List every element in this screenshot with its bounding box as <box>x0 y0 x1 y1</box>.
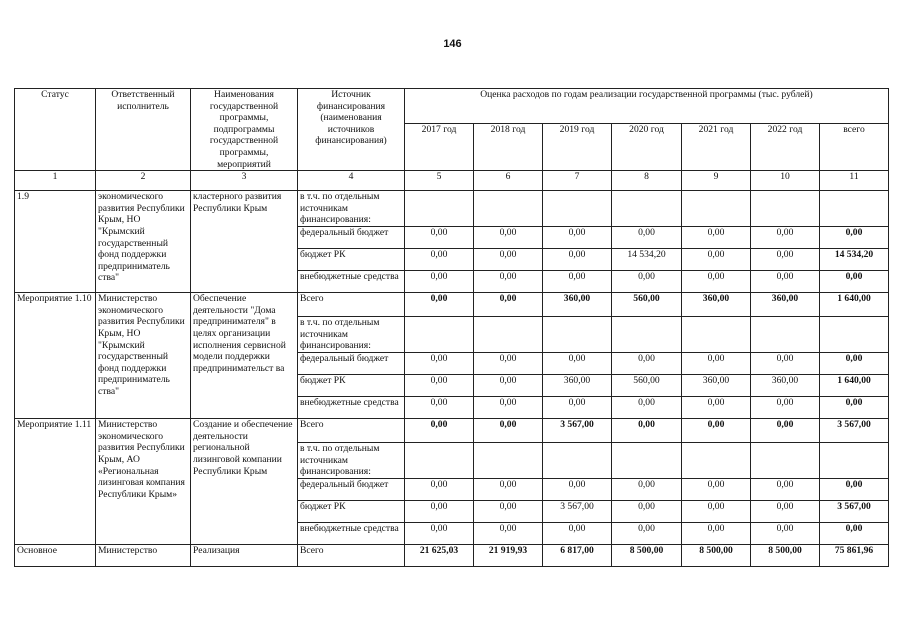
year-value-cell: 0,00 <box>405 353 474 375</box>
year-value-cell <box>474 191 543 227</box>
col-number: 7 <box>543 171 612 191</box>
group-executor: Министерство экономического развития Республики Крым, АО «Региональная лизинговая компания Республики Крым» <box>96 419 191 545</box>
year-value-cell: 0,00 <box>682 479 751 501</box>
total-cell: 3 567,00 <box>820 419 889 443</box>
year-value-cell: 560,00 <box>612 375 682 397</box>
header-year: 2019 год <box>543 124 612 171</box>
col-number: 10 <box>751 171 820 191</box>
year-value-cell: 0,00 <box>751 479 820 501</box>
header-year: 2022 год <box>751 124 820 171</box>
year-value-cell: 360,00 <box>543 375 612 397</box>
group-status: Основное <box>15 545 96 567</box>
total-cell: 0,00 <box>820 271 889 293</box>
year-value-cell: 0,00 <box>682 271 751 293</box>
group-program-name: Реализация <box>191 545 298 567</box>
year-value-cell: 0,00 <box>474 375 543 397</box>
year-value-cell: 0,00 <box>474 227 543 249</box>
header-year: 2018 год <box>474 124 543 171</box>
year-value-cell: 0,00 <box>543 227 612 249</box>
group-program-name: Обеспечение деятельности "Дома предпринимателя" в целях организации исполнения сервисной модели поддержки предпринимательст ва <box>191 293 298 419</box>
source-cell: бюджет РК <box>298 375 405 397</box>
year-value-cell: 0,00 <box>474 271 543 293</box>
header-executor: Ответственный исполнитель <box>96 89 191 171</box>
col-number: 11 <box>820 171 889 191</box>
budget-table <box>14 88 889 567</box>
year-value-cell <box>474 317 543 353</box>
year-value-cell <box>612 443 682 479</box>
year-value-cell: 0,00 <box>405 419 474 443</box>
year-value-cell: 0,00 <box>474 419 543 443</box>
col-number: 8 <box>612 171 682 191</box>
column-numbers-row <box>15 171 889 191</box>
year-value-cell: 0,00 <box>405 479 474 501</box>
year-value-cell: 0,00 <box>682 523 751 545</box>
source-cell: в т.ч. по отдельным источникам финансирования: <box>298 317 405 353</box>
source-cell: бюджет РК <box>298 501 405 523</box>
year-value-cell: 0,00 <box>751 271 820 293</box>
year-value-cell: 0,00 <box>405 293 474 317</box>
header-year-total: всего <box>820 124 889 171</box>
year-value-cell: 0,00 <box>474 293 543 317</box>
year-value-cell: 0,00 <box>751 353 820 375</box>
source-cell: бюджет РК <box>298 249 405 271</box>
table-row <box>15 419 889 443</box>
year-value-cell: 0,00 <box>474 479 543 501</box>
year-value-cell: 21 919,93 <box>474 545 543 567</box>
total-cell: 14 534,20 <box>820 249 889 271</box>
year-value-cell <box>543 443 612 479</box>
year-value-cell: 0,00 <box>682 419 751 443</box>
year-value-cell <box>543 317 612 353</box>
year-value-cell: 0,00 <box>543 353 612 375</box>
year-value-cell: 0,00 <box>543 249 612 271</box>
year-value-cell: 3 567,00 <box>543 501 612 523</box>
header-row-top <box>15 89 889 124</box>
total-cell <box>820 443 889 479</box>
group-executor: Министерство <box>96 545 191 567</box>
year-value-cell <box>751 317 820 353</box>
year-value-cell: 360,00 <box>682 375 751 397</box>
year-value-cell: 0,00 <box>682 249 751 271</box>
year-value-cell: 0,00 <box>405 397 474 419</box>
col-number: 1 <box>15 171 96 191</box>
group-status: Мероприятие 1.11 <box>15 419 96 545</box>
year-value-cell: 0,00 <box>405 523 474 545</box>
table-row <box>15 545 889 567</box>
year-value-cell: 0,00 <box>612 479 682 501</box>
year-value-cell: 0,00 <box>612 397 682 419</box>
total-cell: 0,00 <box>820 353 889 375</box>
year-value-cell <box>543 191 612 227</box>
total-cell <box>820 191 889 227</box>
table-row <box>15 293 889 317</box>
group-status: 1.9 <box>15 191 96 293</box>
year-value-cell: 0,00 <box>474 353 543 375</box>
year-value-cell: 360,00 <box>543 293 612 317</box>
year-value-cell: 0,00 <box>543 479 612 501</box>
source-cell: в т.ч. по отдельным источникам финансирования: <box>298 191 405 227</box>
total-cell: 0,00 <box>820 479 889 501</box>
year-value-cell: 360,00 <box>751 375 820 397</box>
year-value-cell: 560,00 <box>612 293 682 317</box>
year-value-cell <box>612 317 682 353</box>
col-number: 2 <box>96 171 191 191</box>
year-value-cell: 0,00 <box>751 523 820 545</box>
year-value-cell: 0,00 <box>612 227 682 249</box>
total-cell: 0,00 <box>820 397 889 419</box>
source-cell: Всего <box>298 545 405 567</box>
year-value-cell: 0,00 <box>543 523 612 545</box>
header-year: 2020 год <box>612 124 682 171</box>
year-value-cell: 0,00 <box>682 227 751 249</box>
year-value-cell <box>751 443 820 479</box>
year-value-cell: 6 817,00 <box>543 545 612 567</box>
year-value-cell: 0,00 <box>751 397 820 419</box>
total-cell: 75 861,96 <box>820 545 889 567</box>
year-value-cell: 0,00 <box>612 523 682 545</box>
source-cell: внебюджетные средства <box>298 397 405 419</box>
col-number: 9 <box>682 171 751 191</box>
group-executor: Министерство экономического развития Республики Крым, НО "Крымский государственный фонд поддержки предприниматель ства" <box>96 293 191 419</box>
year-value-cell <box>682 443 751 479</box>
year-value-cell: 3 567,00 <box>543 419 612 443</box>
group-status: Мероприятие 1.10 <box>15 293 96 419</box>
year-value-cell <box>405 191 474 227</box>
total-cell: 0,00 <box>820 227 889 249</box>
source-cell: внебюджетные средства <box>298 271 405 293</box>
year-value-cell <box>612 191 682 227</box>
year-value-cell <box>405 443 474 479</box>
source-cell: внебюджетные средства <box>298 523 405 545</box>
year-value-cell <box>405 317 474 353</box>
year-value-cell: 0,00 <box>612 501 682 523</box>
page-number: 146 <box>443 38 462 50</box>
year-value-cell: 0,00 <box>612 353 682 375</box>
year-value-cell: 0,00 <box>405 227 474 249</box>
col-number: 6 <box>474 171 543 191</box>
year-value-cell: 21 625,03 <box>405 545 474 567</box>
year-value-cell: 0,00 <box>474 397 543 419</box>
source-cell: Всего <box>298 419 405 443</box>
year-value-cell <box>682 191 751 227</box>
year-value-cell: 360,00 <box>751 293 820 317</box>
year-value-cell: 0,00 <box>751 419 820 443</box>
year-value-cell: 0,00 <box>543 397 612 419</box>
year-value-cell: 0,00 <box>405 271 474 293</box>
total-cell: 3 567,00 <box>820 501 889 523</box>
table-row <box>15 191 889 227</box>
header-year: 2017 год <box>405 124 474 171</box>
header-estimate: Оценка расходов по годам реализации государственной программы (тыс. рублей) <box>405 89 889 124</box>
header-year: 2021 год <box>682 124 751 171</box>
source-cell: федеральный бюджет <box>298 227 405 249</box>
total-cell: 1 640,00 <box>820 375 889 397</box>
col-number: 5 <box>405 171 474 191</box>
col-number: 4 <box>298 171 405 191</box>
year-value-cell: 0,00 <box>682 353 751 375</box>
year-value-cell: 0,00 <box>612 419 682 443</box>
year-value-cell: 0,00 <box>682 501 751 523</box>
col-number: 3 <box>191 171 298 191</box>
source-cell: федеральный бюджет <box>298 479 405 501</box>
year-value-cell: 0,00 <box>612 271 682 293</box>
group-program-name: кластерного развития Республики Крым <box>191 191 298 293</box>
year-value-cell: 0,00 <box>751 501 820 523</box>
header-program-name: Наименования государственной программы, подпрограммы государственной программы, мероприятий <box>191 89 298 171</box>
year-value-cell: 0,00 <box>751 249 820 271</box>
total-cell <box>820 317 889 353</box>
source-cell: Всего <box>298 293 405 317</box>
header-status: Статус <box>15 89 96 171</box>
year-value-cell: 0,00 <box>405 375 474 397</box>
year-value-cell: 0,00 <box>543 271 612 293</box>
group-executor: экономического развития Республики Крым, НО "Крымский государственный фонд поддержки предприниматель ства" <box>96 191 191 293</box>
source-cell: федеральный бюджет <box>298 353 405 375</box>
year-value-cell: 8 500,00 <box>682 545 751 567</box>
year-value-cell: 360,00 <box>682 293 751 317</box>
year-value-cell: 14 534,20 <box>612 249 682 271</box>
group-program-name: Создание и обеспечение деятельности региональной лизинговой компании Республики Крым <box>191 419 298 545</box>
year-value-cell: 0,00 <box>474 523 543 545</box>
year-value-cell: 0,00 <box>405 501 474 523</box>
year-value-cell: 8 500,00 <box>751 545 820 567</box>
source-cell: в т.ч. по отдельным источникам финансирования: <box>298 443 405 479</box>
year-value-cell: 0,00 <box>474 501 543 523</box>
year-value-cell <box>682 317 751 353</box>
year-value-cell: 0,00 <box>405 249 474 271</box>
year-value-cell <box>751 191 820 227</box>
year-value-cell: 8 500,00 <box>612 545 682 567</box>
year-value-cell <box>474 443 543 479</box>
total-cell: 1 640,00 <box>820 293 889 317</box>
year-value-cell: 0,00 <box>751 227 820 249</box>
header-source: Источник финансирования (наименования источников финансирования) <box>298 89 405 171</box>
year-value-cell: 0,00 <box>682 397 751 419</box>
year-value-cell: 0,00 <box>474 249 543 271</box>
total-cell: 0,00 <box>820 523 889 545</box>
